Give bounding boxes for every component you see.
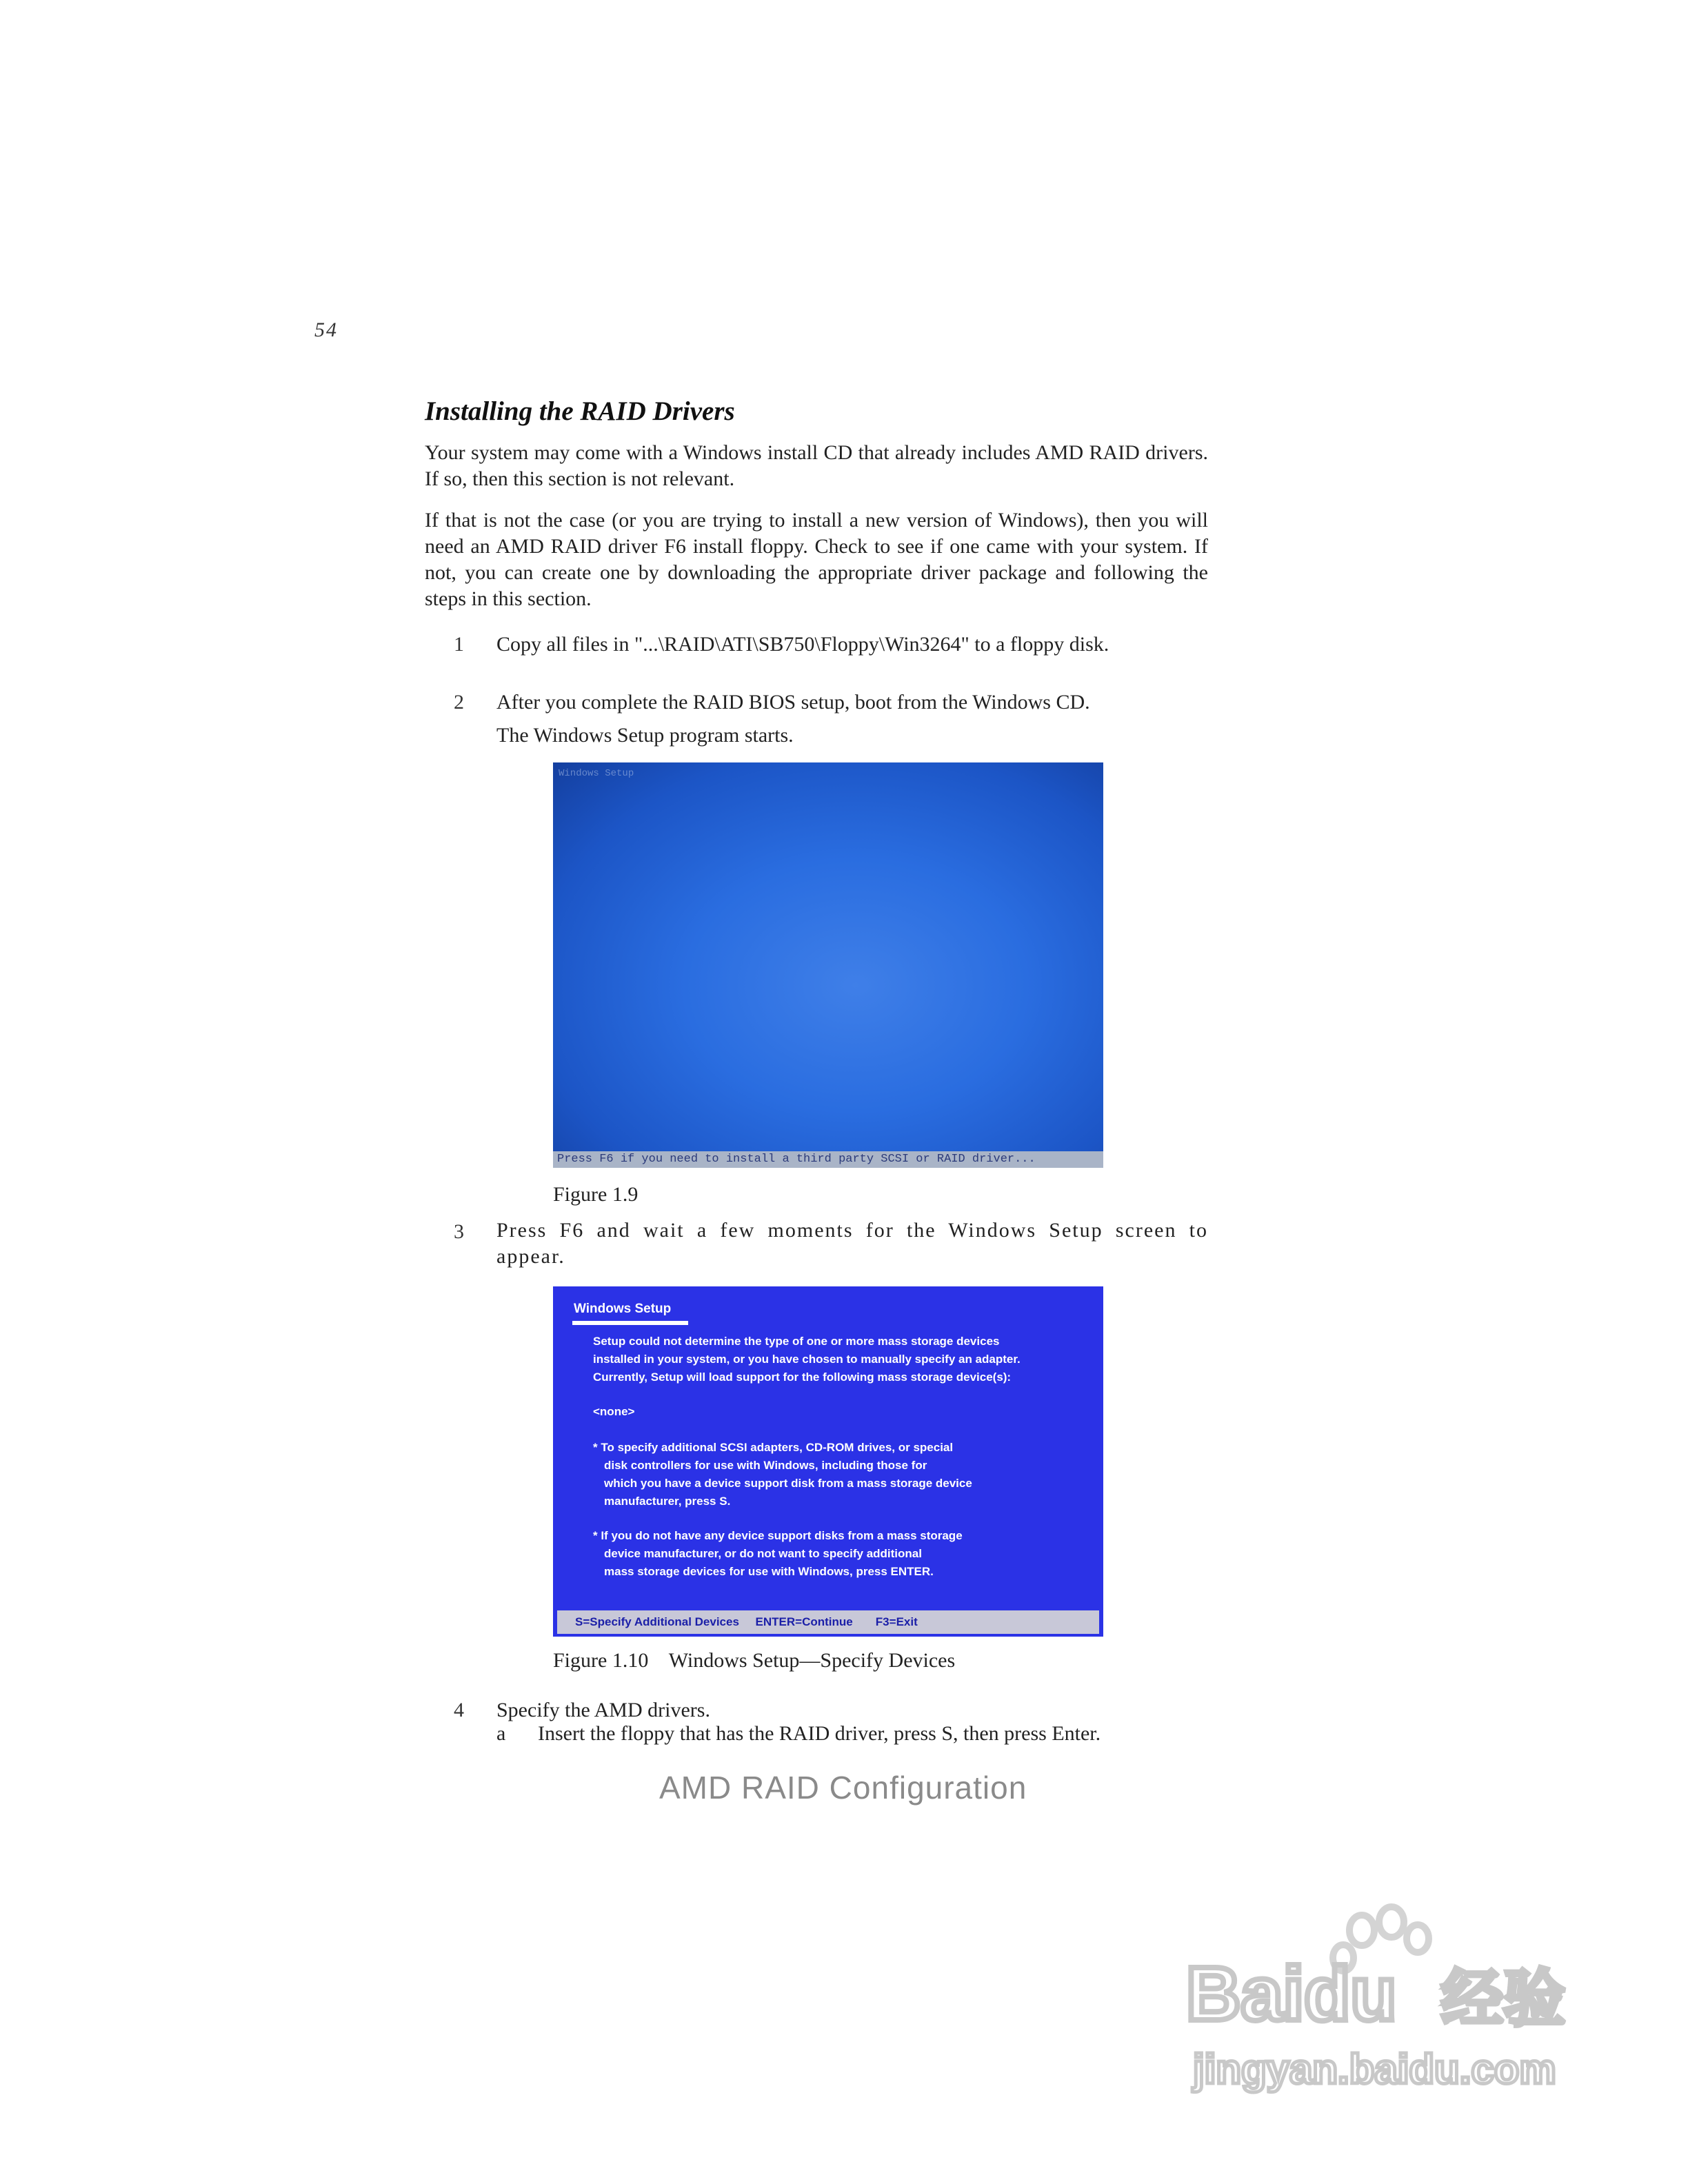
step-3-number: 3 bbox=[454, 1220, 464, 1243]
step-4a-letter: a bbox=[496, 1722, 506, 1745]
setup-none-line: <none> bbox=[593, 1405, 635, 1418]
windows-setup-title-underline bbox=[572, 1321, 688, 1325]
watermark-url: jingyan.baidu.com bbox=[1193, 2046, 1556, 2092]
setup-line: Setup could not determine the type of one or more mass storage devices bbox=[593, 1335, 1000, 1348]
setup-line: * To specify additional SCSI adapters, CD-ROM drives, or special bbox=[593, 1441, 954, 1454]
figure-1-9-blue-screen bbox=[553, 762, 1103, 1168]
step-2-subtext: The Windows Setup program starts. bbox=[496, 724, 794, 747]
step-1-number: 1 bbox=[454, 633, 464, 656]
setup-line: device manufacturer, or do not want to specify additional bbox=[604, 1547, 922, 1560]
page-number: 54 bbox=[314, 318, 338, 341]
setup-line: mass storage devices for use with Windows, press ENTER. bbox=[604, 1565, 934, 1578]
setup-line: disk controllers for use with Windows, including those for bbox=[604, 1459, 927, 1472]
baidu-watermark bbox=[1172, 1903, 1586, 2110]
figure-1-9-status-line: Press F6 if you need to install a third party SCSI or RAID driver... bbox=[553, 1151, 1103, 1168]
setup-line: which you have a device support disk from a mass storage device bbox=[604, 1477, 972, 1490]
figure-1-10-caption: Figure 1.10 Windows Setup—Specify Devices bbox=[553, 1649, 956, 1672]
step-2-text: After you complete the RAID BIOS setup, boot from the Windows CD. bbox=[496, 691, 1090, 714]
windows-setup-title: Windows Setup bbox=[574, 1302, 672, 1316]
figure-1-9-corner-text: Windows Setup bbox=[559, 768, 634, 779]
setup-line: installed in your system, or you have chosen to manually specify an adapter. bbox=[593, 1353, 1021, 1366]
figure-1-10-windows-setup-screen bbox=[553, 1286, 1103, 1637]
baidu-paw-icon bbox=[1172, 1903, 1586, 2110]
step-4-number: 4 bbox=[454, 1699, 464, 1721]
page-footer: AMD RAID Configuration bbox=[659, 1770, 1027, 1806]
figure-1-9-caption: Figure 1.9 bbox=[553, 1183, 639, 1206]
step-1-text: Copy all files in "...\RAID\ATI\SB750\Floppy\Win3264" to a floppy disk. bbox=[496, 633, 1109, 656]
setup-line: Currently, Setup will load support for the following mass storage device(s): bbox=[593, 1371, 1012, 1384]
section-title: Installing the RAID Drivers bbox=[425, 396, 735, 426]
setup-status-bar: S=Specify Additional Devices ENTER=Continue F3=Exit bbox=[557, 1610, 1099, 1634]
setup-line: manufacturer, press S. bbox=[604, 1495, 731, 1508]
step-3-text: Press F6 and wait a few moments for the Windows Setup screen to appear. bbox=[496, 1219, 1208, 1268]
intro-paragraph: Your system may come with a Windows install CD that already includes AMD RAID drivers. If so, then this section is not relevant. bbox=[425, 441, 1208, 490]
watermark-brand: Baidu bbox=[1186, 1952, 1397, 2036]
floppy-paragraph: If that is not the case (or you are trying to install a new version of Windows), then you will need an AMD RAID driver F6 install floppy. Check to see if one came with your system. If not, you can create one by downloading the appropriate driver package and following the steps in this section. bbox=[425, 509, 1208, 610]
setup-line: * If you do not have any device support disks from a mass storage bbox=[593, 1529, 963, 1542]
step-2-number: 2 bbox=[454, 691, 464, 714]
step-4-text: Specify the AMD drivers. bbox=[496, 1699, 710, 1721]
watermark-brand-cn: 经验 bbox=[1441, 1963, 1565, 2035]
step-4a-text: Insert the floppy that has the RAID driver, press S, then press Enter. bbox=[538, 1722, 1101, 1745]
